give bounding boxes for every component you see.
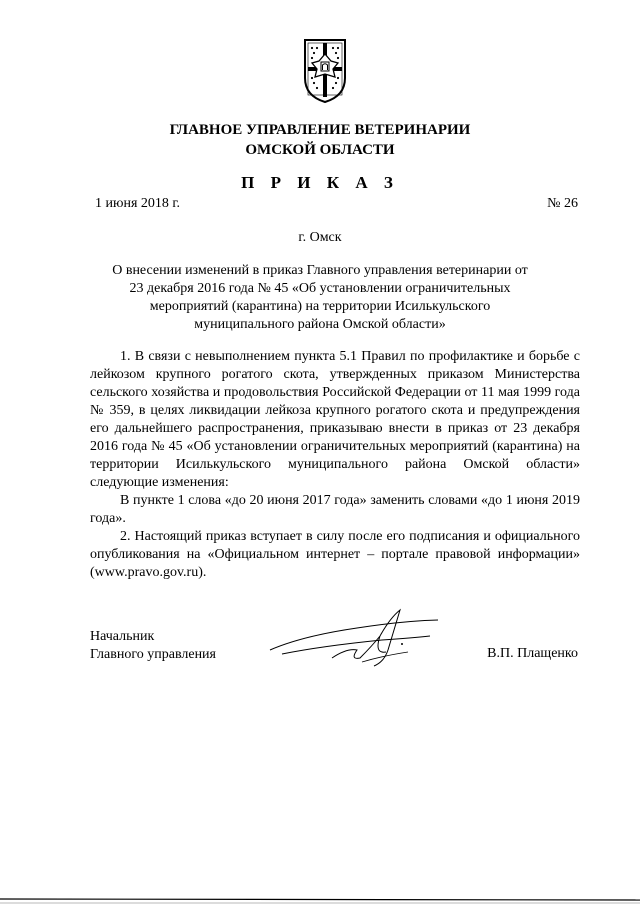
signatory-title	[90, 628, 216, 664]
document-body	[90, 348, 580, 582]
handwritten-signature	[262, 606, 442, 676]
scan-bottom-edge	[0, 897, 640, 905]
body-paragraph-2: В пункте 1 слова «до 20 июня 2017 года» заменить словами «до 1 июня 2019 года».	[90, 493, 580, 526]
document-number: № 26	[547, 196, 578, 211]
document-type-title: П Р И К А З	[241, 173, 399, 192]
document-subject: О внесении изменений в приказ Главного управления ветеринарии от 23 декабря 2016 года № 45 «Об установлении ограничительных мероприятий (карантина) на территории Исилькульского муниципального района Омской области»	[112, 263, 528, 332]
organization-name-line2: ОМСКОЙ ОБЛАСТИ	[245, 142, 395, 158]
document-city: г. Омск	[298, 230, 342, 245]
signatory-name: В.П. Плащенко	[487, 646, 578, 661]
body-paragraph-3: 2. Настоящий приказ вступает в силу после его подписания и официального опубликования на «Официальном интернет – портале правовой информации» (www.pravo.gov.ru).	[90, 529, 580, 580]
document-date: 1 июня 2018 г.	[95, 196, 181, 211]
body-paragraph-1: 1. В связи с невыполнением пункта 5.1 Правил по профилактике и борьбе с лейкозом крупного рогатого скота, утвержденных приказом Министерства сельского хозяйства и продовольствия Российской Федерации от 11 мая 1999 года № 359, в целях ликвидации лейкоза крупного рогатого скота и предупреждения его дальнейшего распространения, приказываю внести в приказ от 23 декабря 2016 года № 45 «Об установлении ограничительных мероприятий (карантина) на территории Исилькульского муниципального района Омской области» следующие изменения:	[90, 349, 580, 490]
signatory-title-line1: Начальник	[90, 629, 155, 644]
omsk-coat-of-arms-emblem	[302, 38, 348, 104]
organization-name-line1: ГЛАВНОЕ УПРАВЛЕНИЕ ВЕТЕРИНАРИИ	[169, 122, 471, 138]
signatory-title-line2: Главного управления	[90, 647, 216, 662]
